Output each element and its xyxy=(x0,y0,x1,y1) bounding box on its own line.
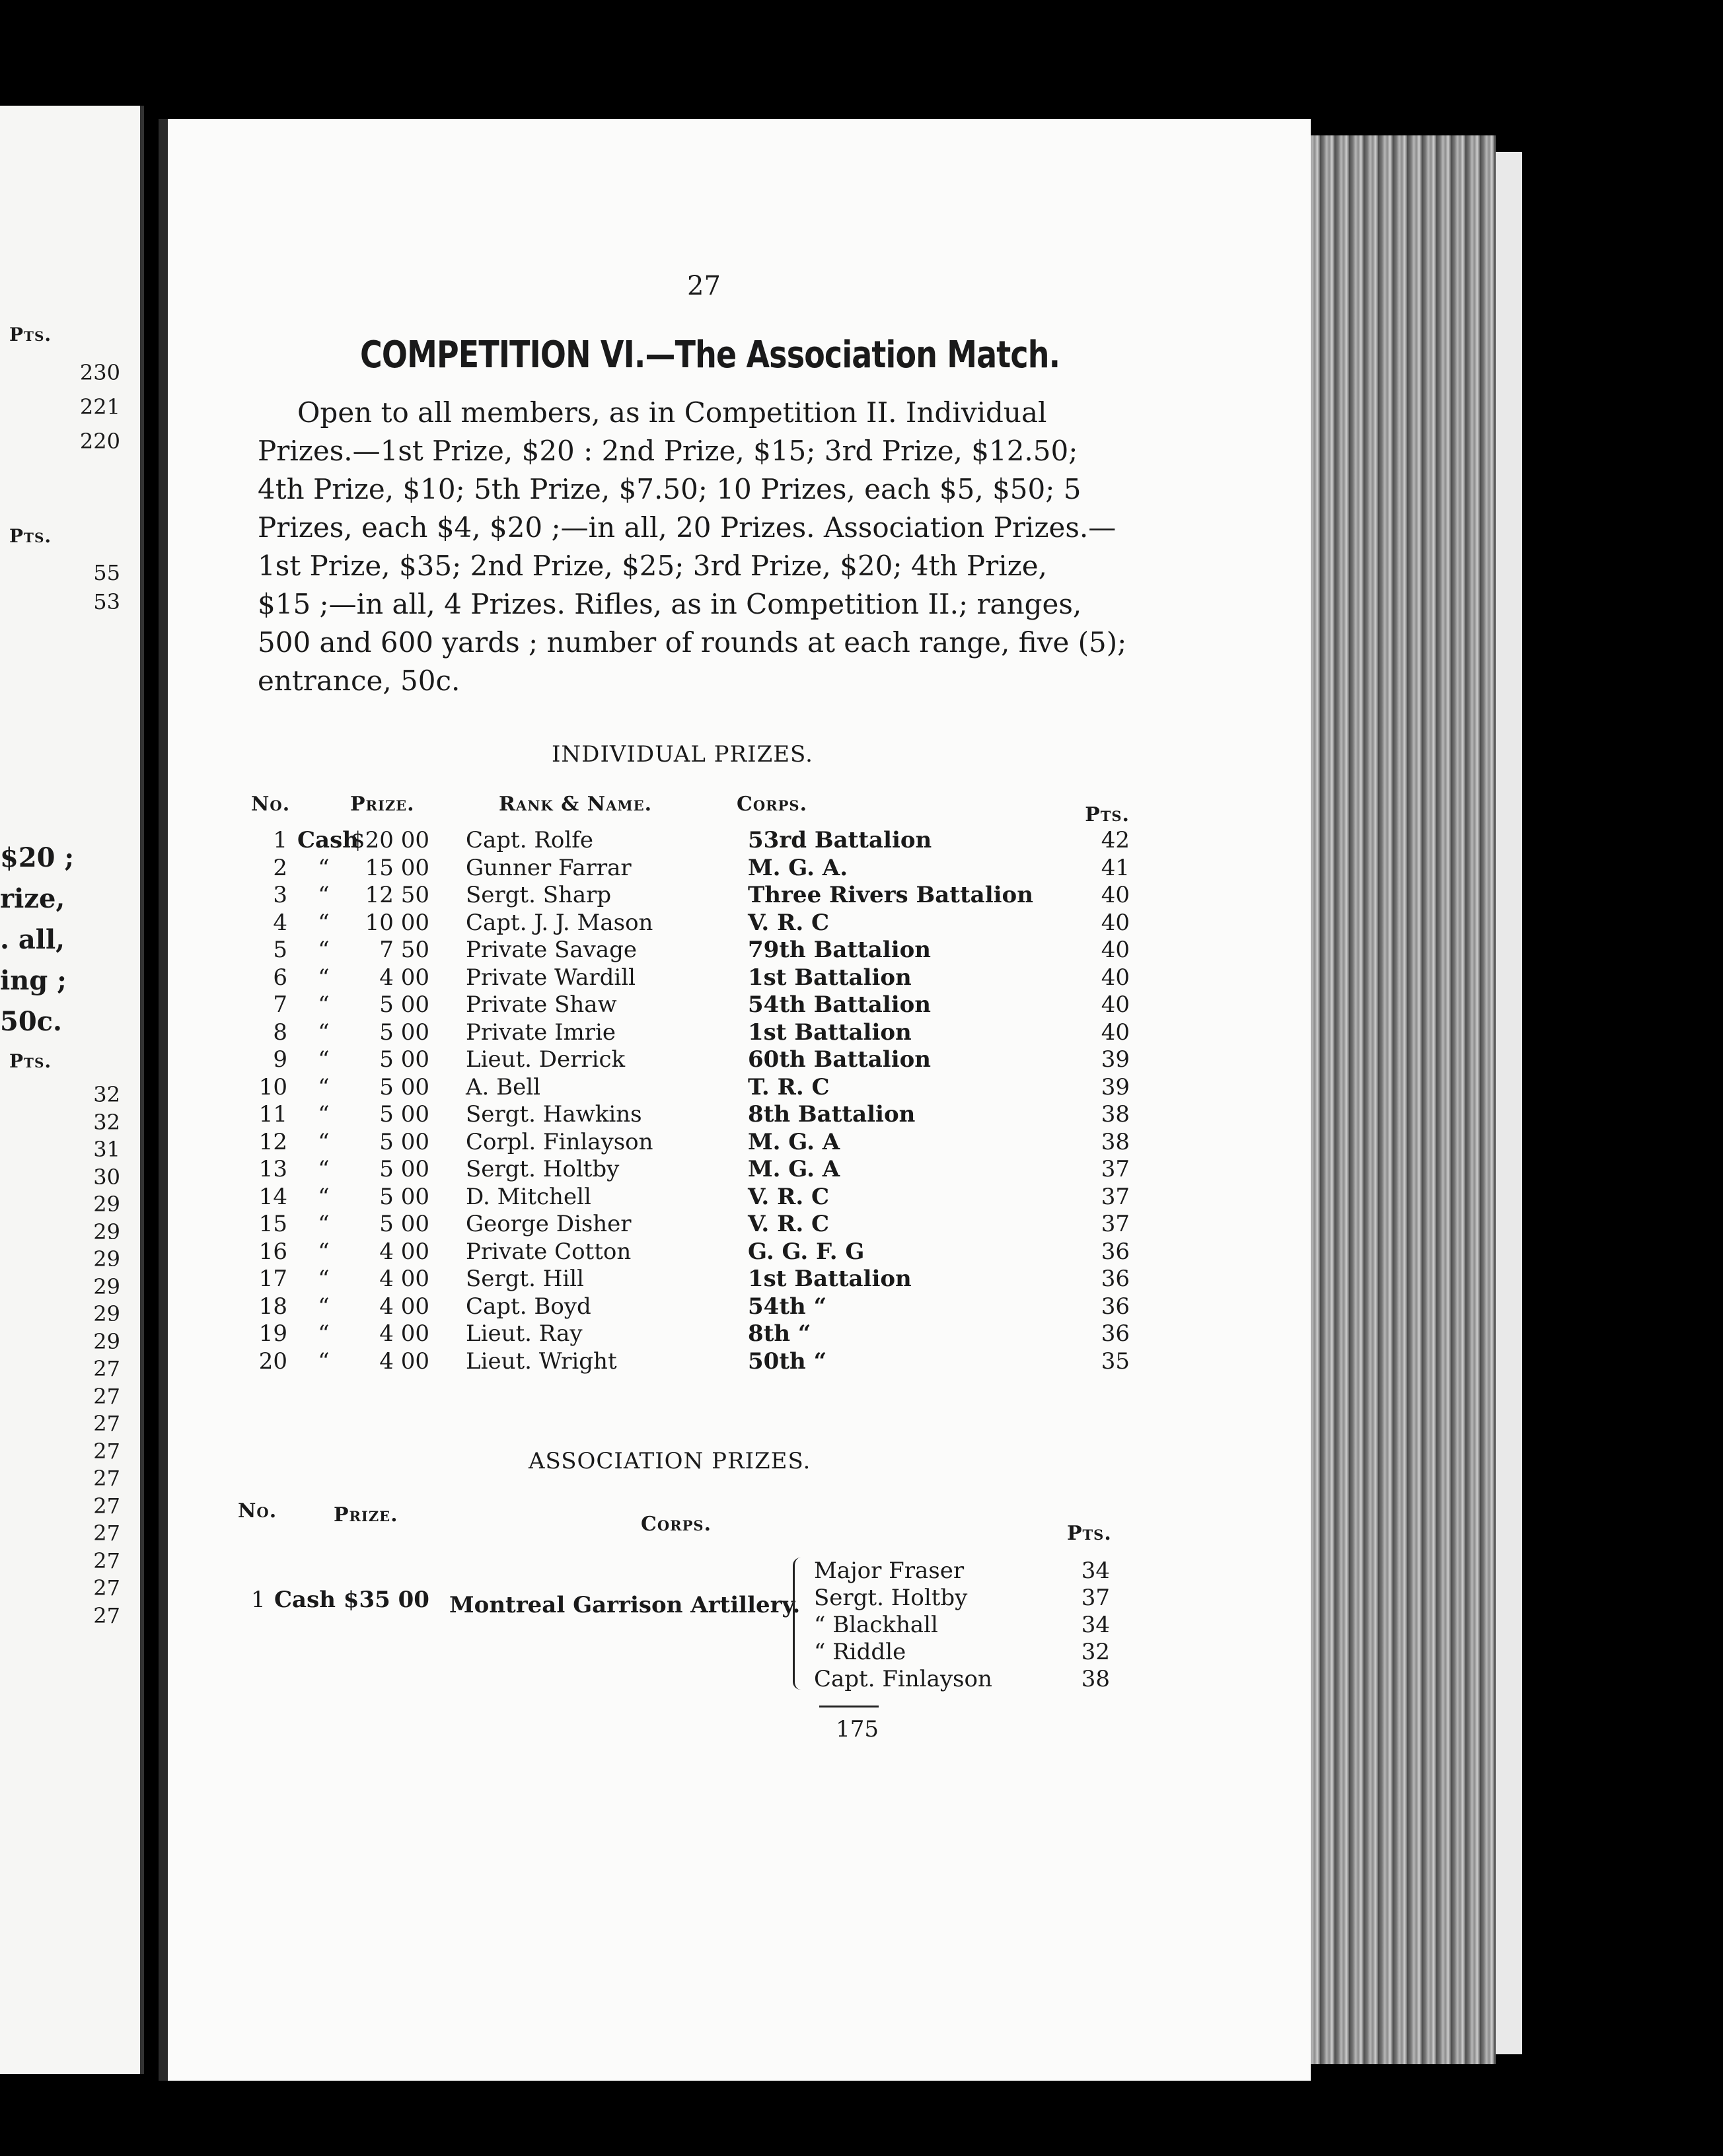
row-prize-amount: 10 00 xyxy=(365,909,429,936)
row-prize-amount: 5 00 xyxy=(379,1073,429,1100)
intro-line: Open to all members, as in Competition II. Individual xyxy=(297,396,1047,429)
left-pts-value: 29 xyxy=(93,1192,120,1217)
table-row xyxy=(251,1156,1136,1184)
row-number: 7 xyxy=(273,991,287,1018)
row-corps: G. G. F. G xyxy=(748,1238,865,1265)
row-corps: 1st Battalion xyxy=(748,1019,912,1046)
individual-prizes-heading: INDIVIDUAL PRIZES. xyxy=(552,741,813,768)
row-rank-name: Lieut. Ray xyxy=(466,1320,583,1347)
row-prize-amount: 5 00 xyxy=(379,1046,429,1073)
row-prize-amount: 4 00 xyxy=(379,1266,429,1292)
intro-paragraph xyxy=(258,394,1143,700)
intro-line: 4th Prize, $10; 5th Prize, $7.50; 10 Prizes, each $5, $50; 5 xyxy=(258,473,1081,505)
row-corps: 54th Battalion xyxy=(748,991,932,1018)
left-pts-value: 29 xyxy=(93,1274,120,1299)
row-number: 17 xyxy=(258,1266,287,1292)
row-prize-type: “ xyxy=(318,1348,330,1375)
row-rank-name: Private Imrie xyxy=(466,1019,616,1046)
row-prize-amount: 4 00 xyxy=(379,1293,429,1320)
left-pts-value: 27 xyxy=(93,1411,120,1436)
row-corps: 1st Battalion xyxy=(748,1266,912,1292)
intro-line: Prizes, each $4, $20 ;—in all, 20 Prizes. Association Prizes.— xyxy=(258,511,1117,544)
left-pts-value: 27 xyxy=(93,1466,120,1491)
table-row xyxy=(251,1211,1136,1239)
row-rank-name: Gunner Farrar xyxy=(466,854,632,881)
row-number: 5 xyxy=(273,937,287,963)
row-prize-amount: 15 00 xyxy=(365,854,429,881)
left-text-fragment: rize, xyxy=(0,883,65,914)
association-prizes-table xyxy=(238,1499,1136,1711)
left-pts-value: 31 xyxy=(93,1137,120,1162)
row-prize-type: Cash xyxy=(297,827,359,853)
intro-line: Prizes.—1st Prize, $20 : 2nd Prize, $15; 3rd Prize, $12.50; xyxy=(258,435,1078,467)
table-row xyxy=(251,910,1136,937)
left-pts-value: 55 xyxy=(93,560,120,585)
row-prize-amount: 5 00 xyxy=(379,1183,429,1210)
row-prize-type: “ xyxy=(318,1101,330,1128)
assoc-col-no: No. xyxy=(238,1499,277,1523)
left-pts-value: 27 xyxy=(93,1602,120,1628)
member-points: 37 xyxy=(1081,1585,1110,1611)
row-points: 39 xyxy=(1101,1073,1130,1100)
assoc-row-prize: Cash $35 00 xyxy=(274,1587,429,1613)
member-brace xyxy=(793,1558,808,1690)
row-number: 1 xyxy=(273,827,287,853)
row-number: 3 xyxy=(273,882,287,908)
left-pts-value: 32 xyxy=(93,1109,120,1135)
row-points: 40 xyxy=(1101,964,1130,991)
left-text-fragment: . all, xyxy=(0,924,65,955)
row-rank-name: Private Shaw xyxy=(466,991,617,1018)
left-pts-value: 27 xyxy=(93,1575,120,1600)
row-corps: V. R. C xyxy=(748,1183,830,1210)
row-number: 12 xyxy=(258,1128,287,1155)
table-row xyxy=(251,827,1136,855)
row-prize-type: “ xyxy=(318,909,330,936)
col-pts: Pts. xyxy=(1085,803,1130,826)
left-pts-value: 27 xyxy=(93,1438,120,1464)
row-corps: V. R. C xyxy=(748,909,830,936)
row-number: 11 xyxy=(258,1101,287,1128)
table-row xyxy=(251,1348,1136,1376)
row-points: 40 xyxy=(1101,882,1130,908)
assoc-col-corps: Corps. xyxy=(641,1513,712,1536)
page-title: COMPETITION VI.—The Association Match. xyxy=(360,334,1060,377)
row-prize-amount: 5 00 xyxy=(379,1101,429,1128)
row-rank-name: Private Cotton xyxy=(466,1238,632,1265)
row-rank-name: George Disher xyxy=(466,1211,632,1237)
row-prize-amount: 5 00 xyxy=(379,1211,429,1237)
member-points: 34 xyxy=(1081,1612,1110,1638)
row-number: 18 xyxy=(258,1293,287,1320)
row-number: 4 xyxy=(273,909,287,936)
row-prize-amount: 12 50 xyxy=(365,882,429,908)
row-rank-name: Private Savage xyxy=(466,937,638,963)
left-pts-value: 29 xyxy=(93,1219,120,1244)
left-pts-value: 27 xyxy=(93,1356,120,1381)
row-prize-type: “ xyxy=(318,1128,330,1155)
row-points: 40 xyxy=(1101,1019,1130,1046)
row-rank-name: Sergt. Hill xyxy=(466,1266,584,1292)
left-text-fragment: 50c. xyxy=(0,1006,62,1037)
table-row xyxy=(251,1129,1136,1157)
row-points: 35 xyxy=(1101,1348,1130,1375)
col-corps: Corps. xyxy=(737,793,808,816)
left-pts-value: 27 xyxy=(93,1548,120,1573)
row-prize-type: “ xyxy=(318,964,330,991)
left-pts-heading-2: Pts. xyxy=(9,525,52,547)
member-name: Sergt. Holtby xyxy=(814,1585,968,1611)
assoc-col-prize: Prize. xyxy=(334,1503,398,1527)
row-prize-type: “ xyxy=(318,991,330,1018)
row-number: 9 xyxy=(273,1046,287,1073)
row-prize-type: “ xyxy=(318,1238,330,1265)
row-corps: 50th “ xyxy=(748,1348,827,1375)
row-prize-amount: 5 00 xyxy=(379,1128,429,1155)
row-number: 8 xyxy=(273,1019,287,1046)
row-points: 36 xyxy=(1101,1238,1130,1265)
row-rank-name: Capt. Rolfe xyxy=(466,827,593,853)
table-row xyxy=(251,937,1136,964)
row-prize-type: “ xyxy=(318,1073,330,1100)
left-pts-heading-1: Pts. xyxy=(9,324,52,345)
left-pts-value: 29 xyxy=(93,1301,120,1326)
left-pts-value: 27 xyxy=(93,1383,120,1409)
page-edge-stack xyxy=(1291,135,1496,2064)
table-row xyxy=(251,964,1136,992)
row-points: 39 xyxy=(1101,1046,1130,1073)
left-pts-value: 29 xyxy=(93,1328,120,1354)
row-rank-name: Sergt. Holtby xyxy=(466,1156,620,1182)
intro-line: 500 and 600 yards ; number of rounds at each range, five (5); xyxy=(258,626,1127,659)
row-prize-type: “ xyxy=(318,854,330,881)
row-points: 40 xyxy=(1101,937,1130,963)
row-number: 20 xyxy=(258,1348,287,1375)
intro-line: entrance, 50c. xyxy=(258,665,460,697)
row-rank-name: D. Mitchell xyxy=(466,1183,591,1210)
row-prize-type: “ xyxy=(318,1293,330,1320)
table-row xyxy=(251,882,1136,910)
row-corps: 54th “ xyxy=(748,1293,827,1320)
assoc-row-corps: Montreal Garrison Artillery. xyxy=(449,1592,801,1618)
member-name: Capt. Finlayson xyxy=(814,1666,992,1692)
row-corps: 60th Battalion xyxy=(748,1046,932,1073)
association-total: 175 xyxy=(836,1716,879,1743)
left-pts-value: 27 xyxy=(93,1493,120,1519)
row-rank-name: Sergt. Sharp xyxy=(466,882,612,908)
row-corps: M. G. A xyxy=(748,1128,840,1155)
row-prize-type: “ xyxy=(318,1183,330,1210)
left-text-fragment: ing ; xyxy=(0,965,67,996)
row-rank-name: Lieut. Derrick xyxy=(466,1046,626,1073)
row-points: 37 xyxy=(1101,1183,1130,1210)
row-points: 36 xyxy=(1101,1293,1130,1320)
left-pts-value: 27 xyxy=(93,1521,120,1546)
row-points: 40 xyxy=(1101,909,1130,936)
col-prize: Prize. xyxy=(350,793,415,816)
row-prize-amount: 4 00 xyxy=(379,1238,429,1265)
row-points: 40 xyxy=(1101,991,1130,1018)
row-points: 38 xyxy=(1101,1128,1130,1155)
member-points: 34 xyxy=(1081,1558,1110,1584)
row-points: 38 xyxy=(1101,1101,1130,1128)
row-corps: 1st Battalion xyxy=(748,964,912,991)
row-prize-amount: 5 00 xyxy=(379,1019,429,1046)
left-pts-heading-3: Pts. xyxy=(9,1050,52,1072)
table-row xyxy=(251,1266,1136,1293)
row-prize-type: “ xyxy=(318,1211,330,1237)
row-rank-name: Lieut. Wright xyxy=(466,1348,617,1375)
assoc-col-pts: Pts. xyxy=(1067,1522,1112,1545)
left-text-fragment: $20 ; xyxy=(0,842,75,873)
row-points: 41 xyxy=(1101,854,1130,881)
row-prize-type: “ xyxy=(318,1019,330,1046)
table-row xyxy=(251,1184,1136,1211)
row-points: 36 xyxy=(1101,1320,1130,1347)
row-corps: 8th “ xyxy=(748,1320,811,1347)
row-corps: 8th Battalion xyxy=(748,1101,916,1128)
table-row xyxy=(251,1074,1136,1102)
row-number: 2 xyxy=(273,854,287,881)
col-no: No. xyxy=(251,793,291,816)
row-number: 16 xyxy=(258,1238,287,1265)
row-number: 10 xyxy=(258,1073,287,1100)
left-pts-value: 29 xyxy=(93,1246,120,1272)
row-corps: M. G. A. xyxy=(748,854,848,881)
page-number: 27 xyxy=(687,271,721,301)
row-rank-name: Private Wardill xyxy=(466,964,636,991)
row-prize-type: “ xyxy=(318,1156,330,1182)
row-corps: Three Rivers Battalion xyxy=(748,882,1033,908)
row-number: 19 xyxy=(258,1320,287,1347)
row-number: 13 xyxy=(258,1156,287,1182)
row-rank-name: A. Bell xyxy=(466,1073,541,1100)
left-pts-value: 220 xyxy=(79,429,120,454)
left-page-fragment xyxy=(0,106,144,2074)
row-corps: M. G. A xyxy=(748,1156,840,1182)
row-number: 6 xyxy=(273,964,287,991)
row-rank-name: Corpl. Finlayson xyxy=(466,1128,653,1155)
row-prize-amount: 7 50 xyxy=(379,937,429,963)
row-prize-type: “ xyxy=(318,1320,330,1347)
row-corps: T. R. C xyxy=(748,1073,830,1100)
member-name: “ Riddle xyxy=(814,1639,906,1665)
left-pts-value: 53 xyxy=(93,589,120,614)
row-number: 14 xyxy=(258,1183,287,1210)
row-prize-amount: 5 00 xyxy=(379,1156,429,1182)
row-prize-type: “ xyxy=(318,1266,330,1292)
table-row xyxy=(251,1320,1136,1348)
row-prize-type: “ xyxy=(318,937,330,963)
member-points: 32 xyxy=(1081,1639,1110,1665)
row-prize-amount: $20 00 xyxy=(351,827,429,853)
row-prize-type: “ xyxy=(318,1046,330,1073)
association-prizes-heading: ASSOCIATION PRIZES. xyxy=(529,1448,811,1474)
row-prize-amount: 4 00 xyxy=(379,1320,429,1347)
member-name: “ Blackhall xyxy=(814,1612,938,1638)
row-prize-amount: 5 00 xyxy=(379,991,429,1018)
row-rank-name: Sergt. Hawkins xyxy=(466,1101,642,1128)
col-rank-name: Rank & Name. xyxy=(499,793,653,816)
row-rank-name: Capt. J. J. Mason xyxy=(466,909,653,936)
row-prize-amount: 4 00 xyxy=(379,964,429,991)
left-pts-value: 30 xyxy=(93,1164,120,1190)
left-pts-value: 221 xyxy=(79,394,120,419)
row-prize-amount: 4 00 xyxy=(379,1348,429,1375)
intro-line: 1st Prize, $35; 2nd Prize, $25; 3rd Prize, $20; 4th Prize, xyxy=(258,550,1048,582)
row-corps: V. R. C xyxy=(748,1211,830,1237)
row-prize-type: “ xyxy=(318,882,330,908)
row-rank-name: Capt. Boyd xyxy=(466,1293,591,1320)
row-points: 42 xyxy=(1101,827,1130,853)
row-points: 36 xyxy=(1101,1266,1130,1292)
table-row xyxy=(251,1239,1136,1266)
individual-prizes-table xyxy=(251,793,1136,1375)
table-row xyxy=(251,1101,1136,1129)
row-corps: 53rd Battalion xyxy=(748,827,932,853)
table-row xyxy=(251,1046,1136,1074)
row-corps: 79th Battalion xyxy=(748,937,932,963)
table-row xyxy=(251,855,1136,882)
table-row xyxy=(251,991,1136,1019)
page-edge-rear xyxy=(1496,152,1522,2054)
member-points: 38 xyxy=(1081,1666,1110,1692)
intro-line: $15 ;—in all, 4 Prizes. Rifles, as in Competition II.; ranges, xyxy=(258,588,1082,620)
left-pts-value: 32 xyxy=(93,1082,120,1107)
member-name: Major Fraser xyxy=(814,1558,965,1584)
row-points: 37 xyxy=(1101,1156,1130,1182)
row-number: 15 xyxy=(258,1211,287,1237)
table-row xyxy=(251,1293,1136,1321)
total-rule xyxy=(819,1706,879,1707)
row-points: 37 xyxy=(1101,1211,1130,1237)
left-pts-value: 230 xyxy=(79,360,120,385)
assoc-row-no: 1 xyxy=(251,1587,266,1613)
table-row xyxy=(251,1019,1136,1047)
